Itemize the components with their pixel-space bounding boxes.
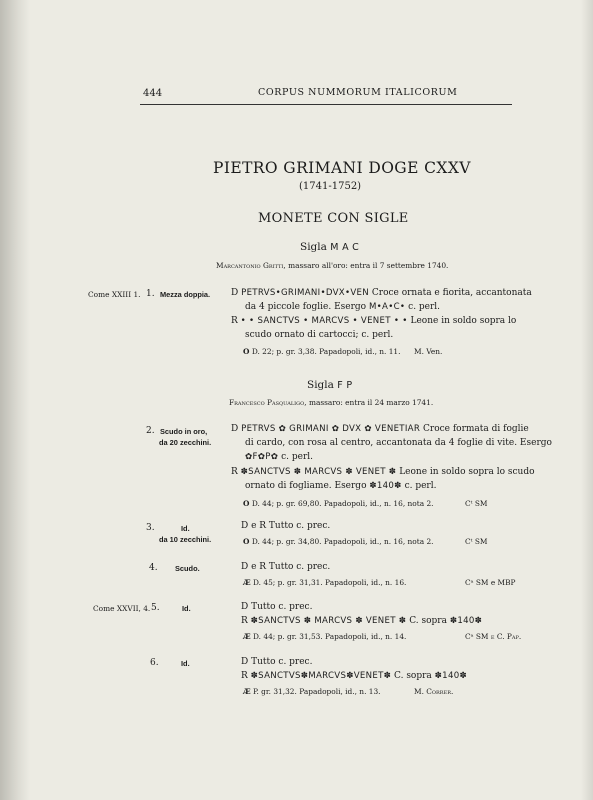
reverse-exergue: ✽140✽ [369,481,402,491]
obverse-exergue: M•A•C• [368,302,406,312]
sigla-label: Sigla [307,379,334,391]
sigla-2-heading [307,379,352,391]
sigla-mark: F P [337,380,353,391]
item-4-collection: Cᵃ SM e MBP [465,578,516,587]
item-3-number: 3. [146,523,155,533]
item-4-data [243,578,406,587]
reverse-symbol: R [241,671,248,681]
item-1-number: 1. [146,289,155,299]
obverse-border: c. perl. [408,302,441,312]
reverse-description: C. sopra [394,671,432,681]
sigla-1-heading [300,241,359,253]
reverse-legend: ✽SANCTVS ✽ MARCVS ✽ VENET ✽ [240,467,397,477]
reverse-exergue: ✽140✽ [434,671,467,681]
item-4-denomination: Scudo. [175,564,200,573]
reverse-symbol: R [231,316,238,326]
obverse-description-2: da 4 piccole foglie. Esergo [245,302,367,312]
item-3-denomination-2: da 10 zecchini. [159,535,212,544]
item-1-obverse [231,288,532,298]
item-1-obverse-line2 [245,302,440,312]
obverse-symbol: D [241,602,249,612]
item-5-denomination: Id. [182,604,191,613]
obverse-exergue: ✿F✿P✿ [245,452,279,462]
item-4-number: 4. [149,563,158,573]
item-3-denomination: Id. [181,524,190,533]
obverse-description: Croce formata di foglie [423,424,529,434]
item-4-description [241,562,330,572]
item-3-description [241,521,330,531]
metal-symbol: O [243,499,250,508]
item-5-data [243,632,406,641]
item-data: P. gr. 31,32. Papadopoli, id., n. 13. [253,687,381,696]
item-data: D. 22; p. gr. 3,38. Papadopoli, id., n. 11. [251,347,401,356]
massaro-name: Marcantonio Gritti, [216,261,286,270]
item-2-obverse-line2: di cardo, con rosa al centro, accantonata da 4 foglie di vite. Esergo [245,438,552,448]
item-5-number: 5. [151,603,160,613]
item-5-collection: Cᵃ SM e C. Pap. [465,632,522,641]
obverse-symbol: D [231,424,239,434]
item-3-data [243,537,434,546]
obverse-legend: PETRVS•GRIMANI•DVX•VEN [241,288,369,298]
item-data: D. 44; p. gr. 69,80. Papadopoli, id., n. 16, nota 2. [251,499,434,508]
reverse-legend: • • SANCTVS • MARCVS • VENET • • [240,316,408,326]
running-title: CORPUS NUMMORUM ITALICORUM [258,87,458,98]
obverse-description: Croce ornata e fiorita, accantonata [371,288,532,298]
metal-symbol: Æ [243,578,251,587]
side-symbols: D e R [241,521,267,531]
reverse-border: c. perl. [404,481,437,491]
item-2-obverse-line3 [245,452,313,462]
massaro-text: massaro all'oro: entra il 7 settembre 1740. [288,261,449,270]
side-symbols: D e R [241,562,267,572]
header-rule [140,104,512,105]
reverse-description: Leone in soldo sopra lo [410,316,517,326]
page-title: PIETRO GRIMANI DOGE CXXV [213,159,471,177]
reverse-legend: ✽SANCTVS✽MARCVS✽VENET✽ [250,671,392,681]
obverse-legend: PETRVS ✿ GRIMANI ✿ DVX ✿ VENETIAR [241,424,421,434]
item-3-collection: Cᵗ SM [465,537,488,546]
item-data: D. 45; p. gr. 31,31. Papadopoli, id., n. 16. [253,578,407,587]
page-number: 444 [143,88,163,99]
massaro-2 [229,398,433,407]
item-1-data [243,347,400,356]
massaro-name: Francesco Pasqualigo, [229,398,307,407]
reverse-description: C. sopra [409,616,447,626]
metal-symbol: Æ [243,687,251,696]
reverse-legend: ✽SANCTVS ✽ MARCVS ✽ VENET ✽ [250,616,407,626]
metal-symbol: O [243,537,250,546]
item-2-number: 2. [146,426,155,436]
item-1-ref: Come XXIII 1. [88,290,141,299]
metal-symbol: Æ [243,632,251,641]
item-data: D. 44; p. gr. 34,80. Papadopoli, id., n. 16, nota 2. [251,537,434,546]
item-description: Tutto c. prec. [268,521,331,531]
item-2-collection: Cᵗ SM [465,499,488,508]
reverse-description-2: ornato di fogliame. Esergo [245,481,367,491]
item-6-collection: M. Correr. [414,687,454,696]
item-5-ref: Come XXVII, 4. [93,604,151,613]
item-data: D. 44; p. gr. 31,53. Papadopoli, id., n. 14. [253,632,407,641]
page-edge-shadow [581,0,593,800]
item-1-denomination: Mezza doppia. [160,290,211,299]
page-gutter-shadow [0,0,30,800]
obverse-border: c. perl. [281,452,314,462]
reverse-description: Leone in soldo sopra lo scudo [399,467,535,477]
section-title: MONETE CON SIGLE [258,211,409,226]
reign-years: (1741-1752) [299,181,362,192]
massaro-1 [216,261,448,270]
item-1-reverse [231,316,516,326]
item-1-collection: M. Ven. [414,347,443,356]
item-2-denomination-2: da 20 zecchini. [159,438,212,447]
item-2-denomination: Scudo in oro, [160,427,208,436]
item-5-obverse [241,602,312,612]
sigla-label: Sigla [300,241,327,253]
massaro-text: massaro: entra il 24 marzo 1741. [308,398,434,407]
item-6-number: 6. [150,658,159,668]
obverse-description: Tutto c. prec. [251,657,313,667]
metal-symbol: O [243,347,250,356]
item-2-reverse [231,467,535,477]
reverse-exergue: ✽140✽ [449,616,483,626]
item-2-reverse-line2 [245,481,436,491]
item-2-data [243,499,434,508]
item-2-obverse [231,424,529,434]
item-6-denomination: Id. [181,659,190,668]
obverse-symbol: D [231,288,239,298]
item-5-reverse [241,616,482,626]
obverse-description: Tutto c. prec. [251,602,313,612]
sigla-mark: M A C [330,242,360,253]
item-6-data [243,687,381,696]
item-6-obverse [241,657,312,667]
reverse-symbol: R [241,616,248,626]
item-description: Tutto c. prec. [268,562,331,572]
item-6-reverse [241,671,467,681]
reverse-symbol: R [231,467,238,477]
item-1-reverse-line2: scudo ornato di cartocci; c. perl. [245,330,394,340]
obverse-symbol: D [241,657,249,667]
